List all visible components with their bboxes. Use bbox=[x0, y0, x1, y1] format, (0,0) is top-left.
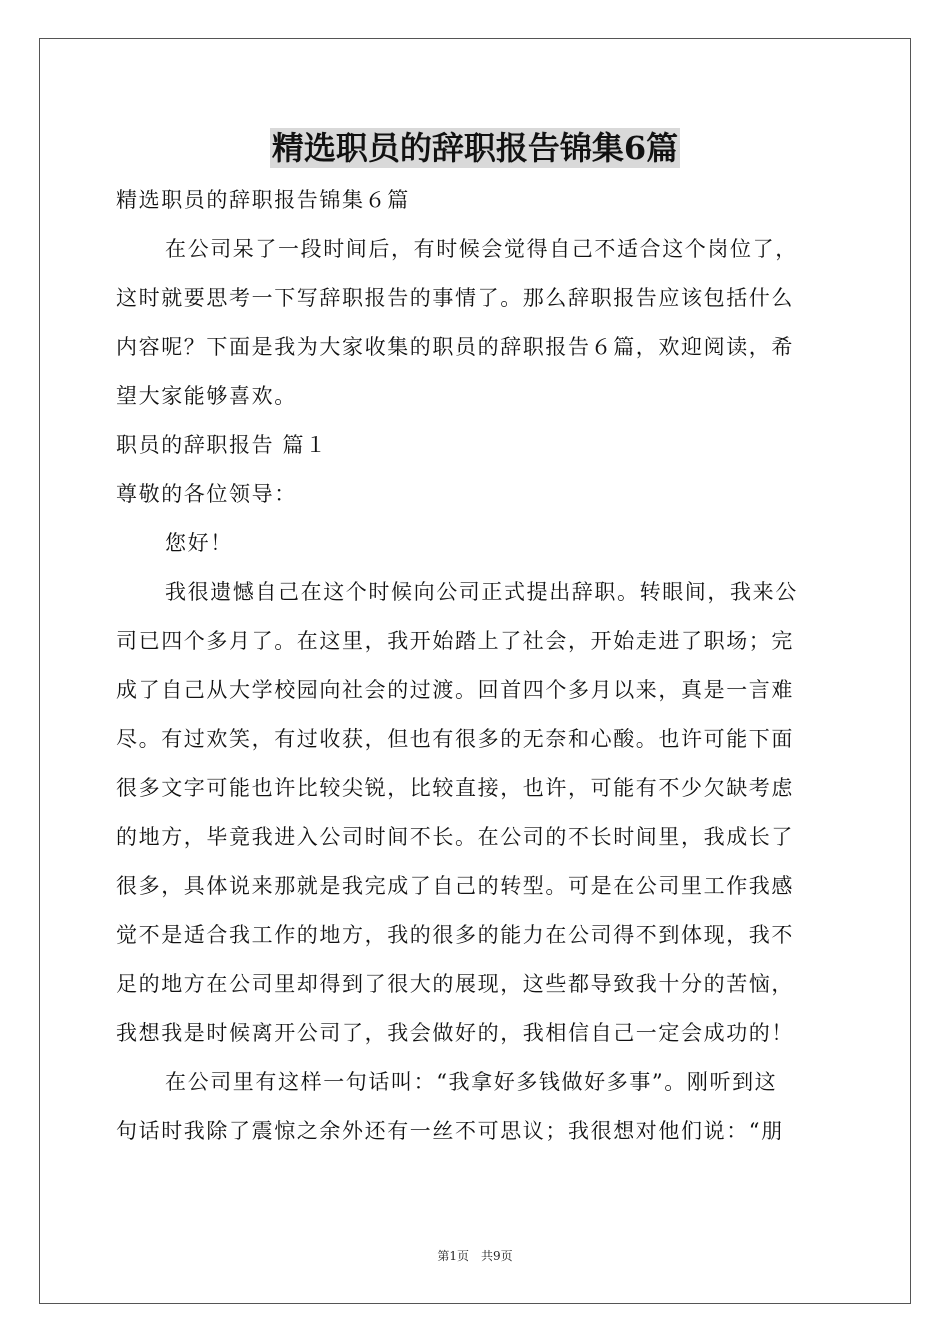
text-line: 在公司里有这样一句话叫：“我拿好多钱做好多事”。刚听到这 bbox=[165, 1070, 778, 1094]
text-line: 司已四个多月了。在这里，我开始踏上了社会，开始走进了职场；完 bbox=[116, 629, 794, 653]
document-title: 精选职员的辞职报告锦集6篇 bbox=[271, 129, 679, 167]
document-body bbox=[116, 176, 832, 1156]
text-line: 很多，具体说来那就是我完成了自己的转型。可是在公司里工作我感 bbox=[116, 874, 794, 898]
text-line: 您好！ bbox=[165, 531, 233, 555]
text-line: 这时就要思考一下写辞职报告的事情了。那么辞职报告应该包括什么 bbox=[116, 286, 794, 310]
text-line: 尊敬的各位领导： bbox=[116, 482, 297, 506]
title-container bbox=[0, 128, 950, 168]
text-line: 职员的辞职报告 篇１ bbox=[116, 433, 328, 457]
text-line: 我很遗憾自己在这个时候向公司正式提出辞职。转眼间，我来公 bbox=[165, 580, 798, 604]
text-line: 的地方，毕竟我进入公司时间不长。在公司的不长时间里，我成长了 bbox=[116, 825, 794, 849]
text-line: 内容呢？下面是我为大家收集的职员的辞职报告６篇，欢迎阅读，希 bbox=[116, 335, 794, 359]
text-line: 精选职员的辞职报告锦集６篇 bbox=[116, 188, 410, 212]
text-line: 望大家能够喜欢。 bbox=[116, 384, 297, 408]
text-line: 很多文字可能也许比较尖锐，比较直接，也许，可能有不少欠缺考虑 bbox=[116, 776, 794, 800]
text-line: 觉不是适合我工作的地方，我的很多的能力在公司得不到体现，我不 bbox=[116, 923, 794, 947]
text-line: 成了自己从大学校园向社会的过渡。回首四个多月以来，真是一言难 bbox=[116, 678, 794, 702]
text-line: 句话时我除了震惊之余外还有一丝不可思议；我很想对他们说：“朋 bbox=[116, 1119, 784, 1143]
page-footer: 第1页 共9页 bbox=[437, 1249, 513, 1263]
text-line: 在公司呆了一段时间后，有时候会觉得自己不适合这个岗位了， bbox=[165, 237, 798, 261]
text-line: 我想我是时候离开公司了，我会做好的，我相信自己一定会成功的！ bbox=[116, 1021, 794, 1045]
text-line: 足的地方在公司里却得到了很大的展现，这些都导致我十分的苦恼， bbox=[116, 972, 794, 996]
text-line: 尽。有过欢笑，有过收获，但也有很多的无奈和心酸。也许可能下面 bbox=[116, 727, 794, 751]
